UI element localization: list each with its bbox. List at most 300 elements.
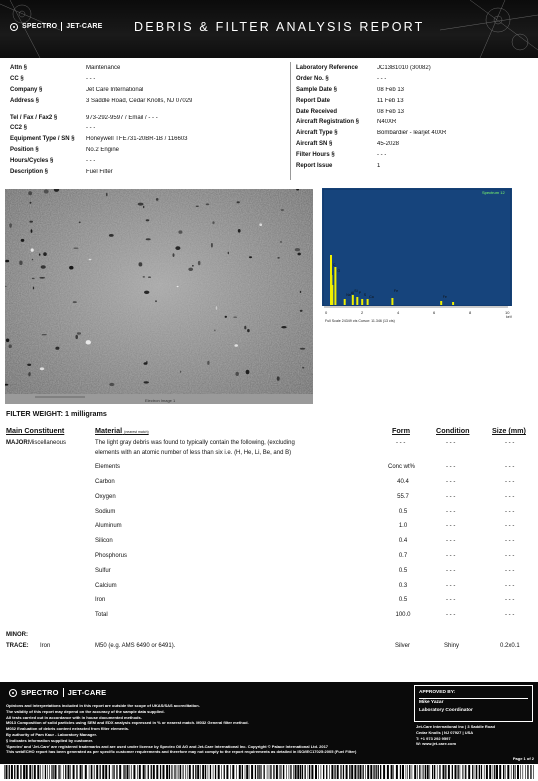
major-description-line2: elements with an atomic number of less than six i.e. (H, He, Li, Be, and B) [95,450,292,456]
debris-particle [214,330,215,332]
barcode-bar [289,765,290,779]
barcode-bar [232,765,234,779]
element-condition: - - - [446,612,456,619]
barcode-bar [295,765,297,779]
debris-particle [86,340,91,344]
barcode-bar [26,765,28,779]
info-row [296,74,532,85]
barcode-bar [341,765,342,779]
barcode-bar [462,765,463,779]
debris-particle [300,310,303,312]
barcode-bar [527,765,528,779]
info-label: Hours/Cycles § [10,157,54,164]
spectrum-peak-bar [344,299,346,305]
debris-particle [277,257,279,259]
elements-condition: - - - [446,464,456,470]
debris-particle [146,361,148,364]
info-label: Tel / Fax / Fax2 § [10,114,58,121]
debris-particle [247,329,250,332]
element-name: Oxygen [95,493,116,500]
footer-note: This webECHO report has been generated as per specific customer requirements and therefore may not comply to the report requirements as detailed in ISO/IEC17025:2005 (Fuel Filter) [6,749,357,755]
barcode-bar [224,765,225,779]
info-row [296,160,532,171]
address-line: T: +1 973 292 9597 [416,735,451,741]
major-label: MAJOR: [6,440,30,446]
debris-particle [29,221,33,223]
debris-particle [246,370,250,375]
spectrum-peak-label: O [337,269,341,273]
barcode-bar [185,765,186,779]
spectrum-peak-label: Al [350,291,355,295]
logo-spectro: SPECTRO [22,23,58,30]
element-conc: 0.3 [398,582,408,589]
edx-spectrum [322,188,512,325]
debris-particle [173,253,175,257]
element-conc: 40.4 [397,479,409,485]
barcode-bar [346,765,348,779]
barcode-bar [393,765,394,779]
spectrum-tick-label: 10 [505,310,510,315]
element-condition: - - - [446,508,456,515]
barcode-bar [391,765,393,779]
major-condition: - - - [446,440,456,446]
spectrum-peak-bar [440,301,442,305]
debris-particle [211,243,213,248]
address-line: W: www.jet-care.com [416,741,457,747]
spectrum-peak-label: Si [354,289,358,293]
info-value: Honeywell TFE731-20BR-1B / 116603 [86,136,188,143]
info-row [10,123,290,134]
barcode-bar [445,765,446,779]
footer-logo-jetcare: JET-CARE [67,688,107,697]
debris-particle [155,300,157,302]
barcode-bar [119,765,121,779]
info-label: CC2 § [10,125,28,132]
footer-logo [9,688,106,697]
debris-particle [300,291,301,293]
barcode-bar [323,765,324,779]
debris-particle [31,229,33,233]
element-name: Silicon [95,538,113,545]
debris-particle [143,206,144,208]
barcode-bar [93,765,94,779]
debris-particle [32,278,35,279]
barcode-bar [180,765,181,779]
info-value: Maintenance [86,65,121,72]
barcode-bar [417,765,418,779]
barcode-bar [195,765,196,779]
barcode-bar [409,765,410,779]
barcode-bar [259,765,260,779]
barcode-bar [123,765,124,779]
barcode-bar [286,765,287,779]
debris-particle [21,239,25,242]
debris-particle [233,317,237,318]
element-conc: 0.5 [398,508,408,515]
barcode-bar [511,765,512,779]
barcode-bar [434,765,435,779]
barcode-bar [94,765,95,779]
major-constituent: Miscellaneous [28,440,67,446]
barcode-bar [261,765,262,779]
barcode-bar [309,765,310,779]
spectrum-peak-bar [367,299,369,305]
barcode-bar [507,765,509,779]
barcode-bar [269,765,270,779]
info-label: Date Received [296,108,338,115]
barcode-bar [23,765,25,779]
spectrum-tick-label: 6 [433,310,436,315]
barcode-bar [76,765,77,779]
debris-particle [39,253,41,255]
elements-header: Elements [95,464,121,470]
spectrum-footer: Full Scale 24349 cts Cursor: 11.346 (13 cts) [325,319,395,323]
debris-particle [192,265,194,267]
barcode-bar [443,765,445,779]
barcode-bar [143,765,145,779]
barcode-bar [460,765,461,779]
barcode-bar [255,765,256,779]
barcode-bar [148,765,149,779]
barcode-bar [102,765,104,779]
barcode-bar [297,765,299,779]
barcode-bar [340,765,341,779]
barcode-bar [499,765,501,779]
info-row [296,139,532,150]
debris-particle [277,376,280,380]
barcode-bar [11,765,13,779]
element-name: Sulfur [95,567,111,574]
barcode-bar [360,765,362,779]
debris-particle [43,252,47,256]
barcode-bar [73,765,75,779]
barcode-bar [419,765,420,779]
barcode-bar [489,765,491,779]
info-row [10,95,290,106]
micrograph-image [5,189,313,404]
info-value: Fuel Filter [86,168,113,175]
barcode-bar [264,765,265,779]
info-value: - - - [377,151,387,158]
element-size: - - - [505,597,515,604]
debris-particle [249,256,252,258]
debris-particle [280,241,281,243]
trace-material: M50 (e.g. AMS 6490 or 6491). [95,643,176,649]
col-material-note: (nearest match) [124,430,149,434]
element-size: - - - [505,553,515,559]
barcode-bar [63,765,64,779]
debris-particle [180,371,181,373]
barcode-bar [230,765,231,779]
debris-particle [300,348,306,350]
barcode-bar [493,765,494,779]
info-label: Description § [10,168,49,175]
info-label: Order No. § [296,76,329,83]
page-number: Page 1 of 2 [512,756,534,761]
minor-label: MINOR: [6,632,28,638]
footer-note: Opinions and interpretations included in this report are outside the scope of UKAS/SAS accreditation. [6,703,200,708]
debris-particle [19,261,22,266]
barcode-bar [55,765,57,779]
barcode-bar [329,765,330,779]
element-condition: - - - [446,582,456,589]
info-value: 973-292-9597 / Email / - - - [86,114,158,121]
barcode-bar [177,765,178,779]
spectrum-peak-label: Na [346,293,351,297]
info-value: 1 [377,162,381,169]
debris-particle [148,276,151,278]
barcode-bar [245,765,246,779]
barcode-bar [61,765,62,779]
barcode-bar [200,765,201,779]
barcode-bar [387,765,389,779]
element-conc: 0.7 [398,553,408,559]
barcode-bar [151,765,152,779]
barcode-bar [270,765,271,779]
debris-particle [212,221,214,224]
barcode-bar [367,765,369,779]
approved-by-label: APPROVED BY: [419,690,456,695]
barcode-bar [112,765,113,779]
spectrum-unit: keV [506,315,512,319]
spectrum-tick-label: 2 [361,310,364,315]
barcode-bar [32,765,33,779]
barcode-bar [465,765,466,779]
debris-particle [31,248,34,251]
debris-particle [298,253,301,256]
barcode-bar [383,765,385,779]
barcode-bar [503,765,504,779]
info-row [10,85,290,96]
spectrum-peak-bar [334,267,336,305]
element-condition: - - - [446,567,456,574]
barcode-bar [365,765,366,779]
info-row [296,63,532,74]
barcode-bar [9,765,10,779]
barcode-bar [515,765,516,779]
debris-particle [75,335,78,339]
spectrum-peak-label: Fe [442,295,447,299]
element-condition: - - - [446,493,456,500]
approval-box [414,685,533,722]
spectrum-peak-bar [361,299,363,305]
address-line: Cedar Knolls | NJ 07927 | USA [416,729,474,735]
barcode-bar [331,765,333,779]
info-row [296,128,532,139]
barcode-bar [318,765,319,779]
info-label: Laboratory Reference [296,65,359,72]
barcode-bar [210,765,211,779]
col-main-constituent: Main Constituent [6,426,65,435]
info-value: - - - [86,157,96,164]
debris-particle [302,367,304,369]
debris-particle [236,372,239,376]
spectro-logo-icon [10,23,18,31]
barcode-bar [246,765,248,779]
spectro-logo-icon [9,689,17,697]
col-material-label: Material [95,426,123,435]
debris-particle [33,287,34,290]
debris-particle [41,265,46,269]
element-size: - - - [505,479,515,485]
footer-note: By authority of Pam Kaur - Laboratory Manager. [6,731,97,737]
logo-jetcare: JET-CARE [66,23,103,30]
barcode-bar [205,765,206,779]
barcode-bar [476,765,477,779]
element-name: Phosphorus [95,553,128,559]
info-value: 45-2028 [377,140,400,147]
barcode-bar [82,765,83,779]
barcode-bar [127,765,129,779]
debris-particle [106,193,107,197]
barcode-bar [40,765,41,779]
barcode-bar [351,765,353,779]
spectrum-peak-bar [391,298,393,305]
barcode-bar [45,765,46,779]
info-row [296,106,532,117]
footer-note: M032 Evaluation of debris content extracted from filter elements. [6,726,130,732]
barcode-bar [321,765,322,779]
debris-particle [216,306,217,310]
barcode-bar [249,765,250,779]
barcode-bar [43,765,44,779]
barcode-bar [302,765,303,779]
col-form: Form [392,426,410,435]
footer-logo-spectro: SPECTRO [21,688,59,697]
debris-particle [55,347,59,350]
debris-particle [143,276,145,278]
element-size: - - - [505,612,515,619]
info-row [10,166,290,177]
debris-particle [146,219,150,221]
barcode-bar [525,765,526,779]
element-condition: - - - [446,538,456,545]
barcode-bar [133,765,135,779]
barcode-bar [242,765,243,779]
footer-note: 'Spectro' and 'Jet-Care' are registered trademarks and are used under license by Spectro Oil AG and Jet-Care International Inc. Copyright © Palace International Ltd. 2017 [6,743,329,749]
info-value: - - - [377,76,387,83]
major-description-line1: The light gray debris was found to typically contain the following, (excluding [95,440,295,446]
debris-particle [79,222,81,224]
barcode-bar [58,765,59,779]
debris-particle [42,334,47,335]
info-value: - - - [86,76,96,83]
info-label: Sample Date § [296,86,338,93]
barcode-bar [153,765,155,779]
debris-particle [9,223,12,228]
debris-particle [144,381,149,383]
element-size: - - - [505,567,515,574]
barcode-bar [193,765,194,779]
barcode-bar [20,765,21,779]
barcode-bar [29,765,31,779]
barcode-bar [363,765,364,779]
debris-particle [77,332,81,334]
info-value: Jet Care International [86,86,144,93]
barcode-bar [163,765,165,779]
debris-particle [177,286,179,287]
footer-notes [6,703,406,755]
barcode-bar [533,765,534,779]
barcode-bar [425,765,426,779]
debris-particle [175,246,180,250]
barcode-bar [432,765,433,779]
barcode-bar [308,765,309,779]
barcode-bar [156,765,158,779]
debris-particle [259,223,262,226]
sample-info [0,60,538,184]
element-conc: 0.5 [398,567,408,574]
barcode-bar [279,765,280,779]
logo-divider [63,688,64,697]
barcode-bar [202,765,204,779]
element-name: Calcium [95,582,117,589]
info-row [296,85,532,96]
barcode-bar [439,765,440,779]
barcode-bar [458,765,459,779]
barcode-bar [182,765,183,779]
barcode-bar [337,765,339,779]
debris-particle [109,234,114,237]
report-footer [0,682,538,764]
info-label: Aircraft Type § [296,130,338,137]
debris-particle [225,316,227,318]
element-name: Carbon [95,479,115,485]
debris-particle [73,301,77,302]
element-condition: - - - [446,479,456,485]
barcode-bar [221,765,222,779]
barcode-bar [530,765,531,779]
barcode-bar [305,765,306,779]
debris-particle [5,260,9,263]
barcode-bar [213,765,214,779]
info-label: Address § [10,97,40,104]
barcode-bar [251,765,253,779]
col-condition: Condition [436,426,470,435]
debris-particle [198,261,201,265]
barcode-bar [293,765,294,779]
barcode-bar [175,765,176,779]
barcode-bar [378,765,379,779]
barcode-bar [354,765,356,779]
barcode-bar [215,765,216,779]
barcode-bar [91,765,92,779]
barcode-bar [481,765,482,779]
approver-role: Laboratory Coordinator [419,708,473,713]
barcode-bar [311,765,313,779]
barcode-bar [137,765,138,779]
debris-particle [244,326,246,330]
element-conc: 0.4 [398,538,408,545]
barcode-bar [349,765,350,779]
info-value: N40XR [377,119,397,126]
barcode-bar [423,765,424,779]
barcode-bar [494,765,495,779]
barcode-bar [139,765,141,779]
debris-particle [139,262,143,266]
barcode-bar [280,765,281,779]
info-row [296,117,532,128]
address-line: Jet-Care International Inc | 3 Saddle Road [416,724,495,729]
info-label: Filter Hours § [296,151,335,158]
spectrum-peak-label: S [363,293,367,297]
debris-particle [144,291,149,294]
barcode-bar [326,765,327,779]
barcode-bar [513,765,514,779]
barcode-bar [422,765,423,779]
barcode-bar [124,765,125,779]
micrograph-caption: Electron Image 1 [145,398,176,403]
